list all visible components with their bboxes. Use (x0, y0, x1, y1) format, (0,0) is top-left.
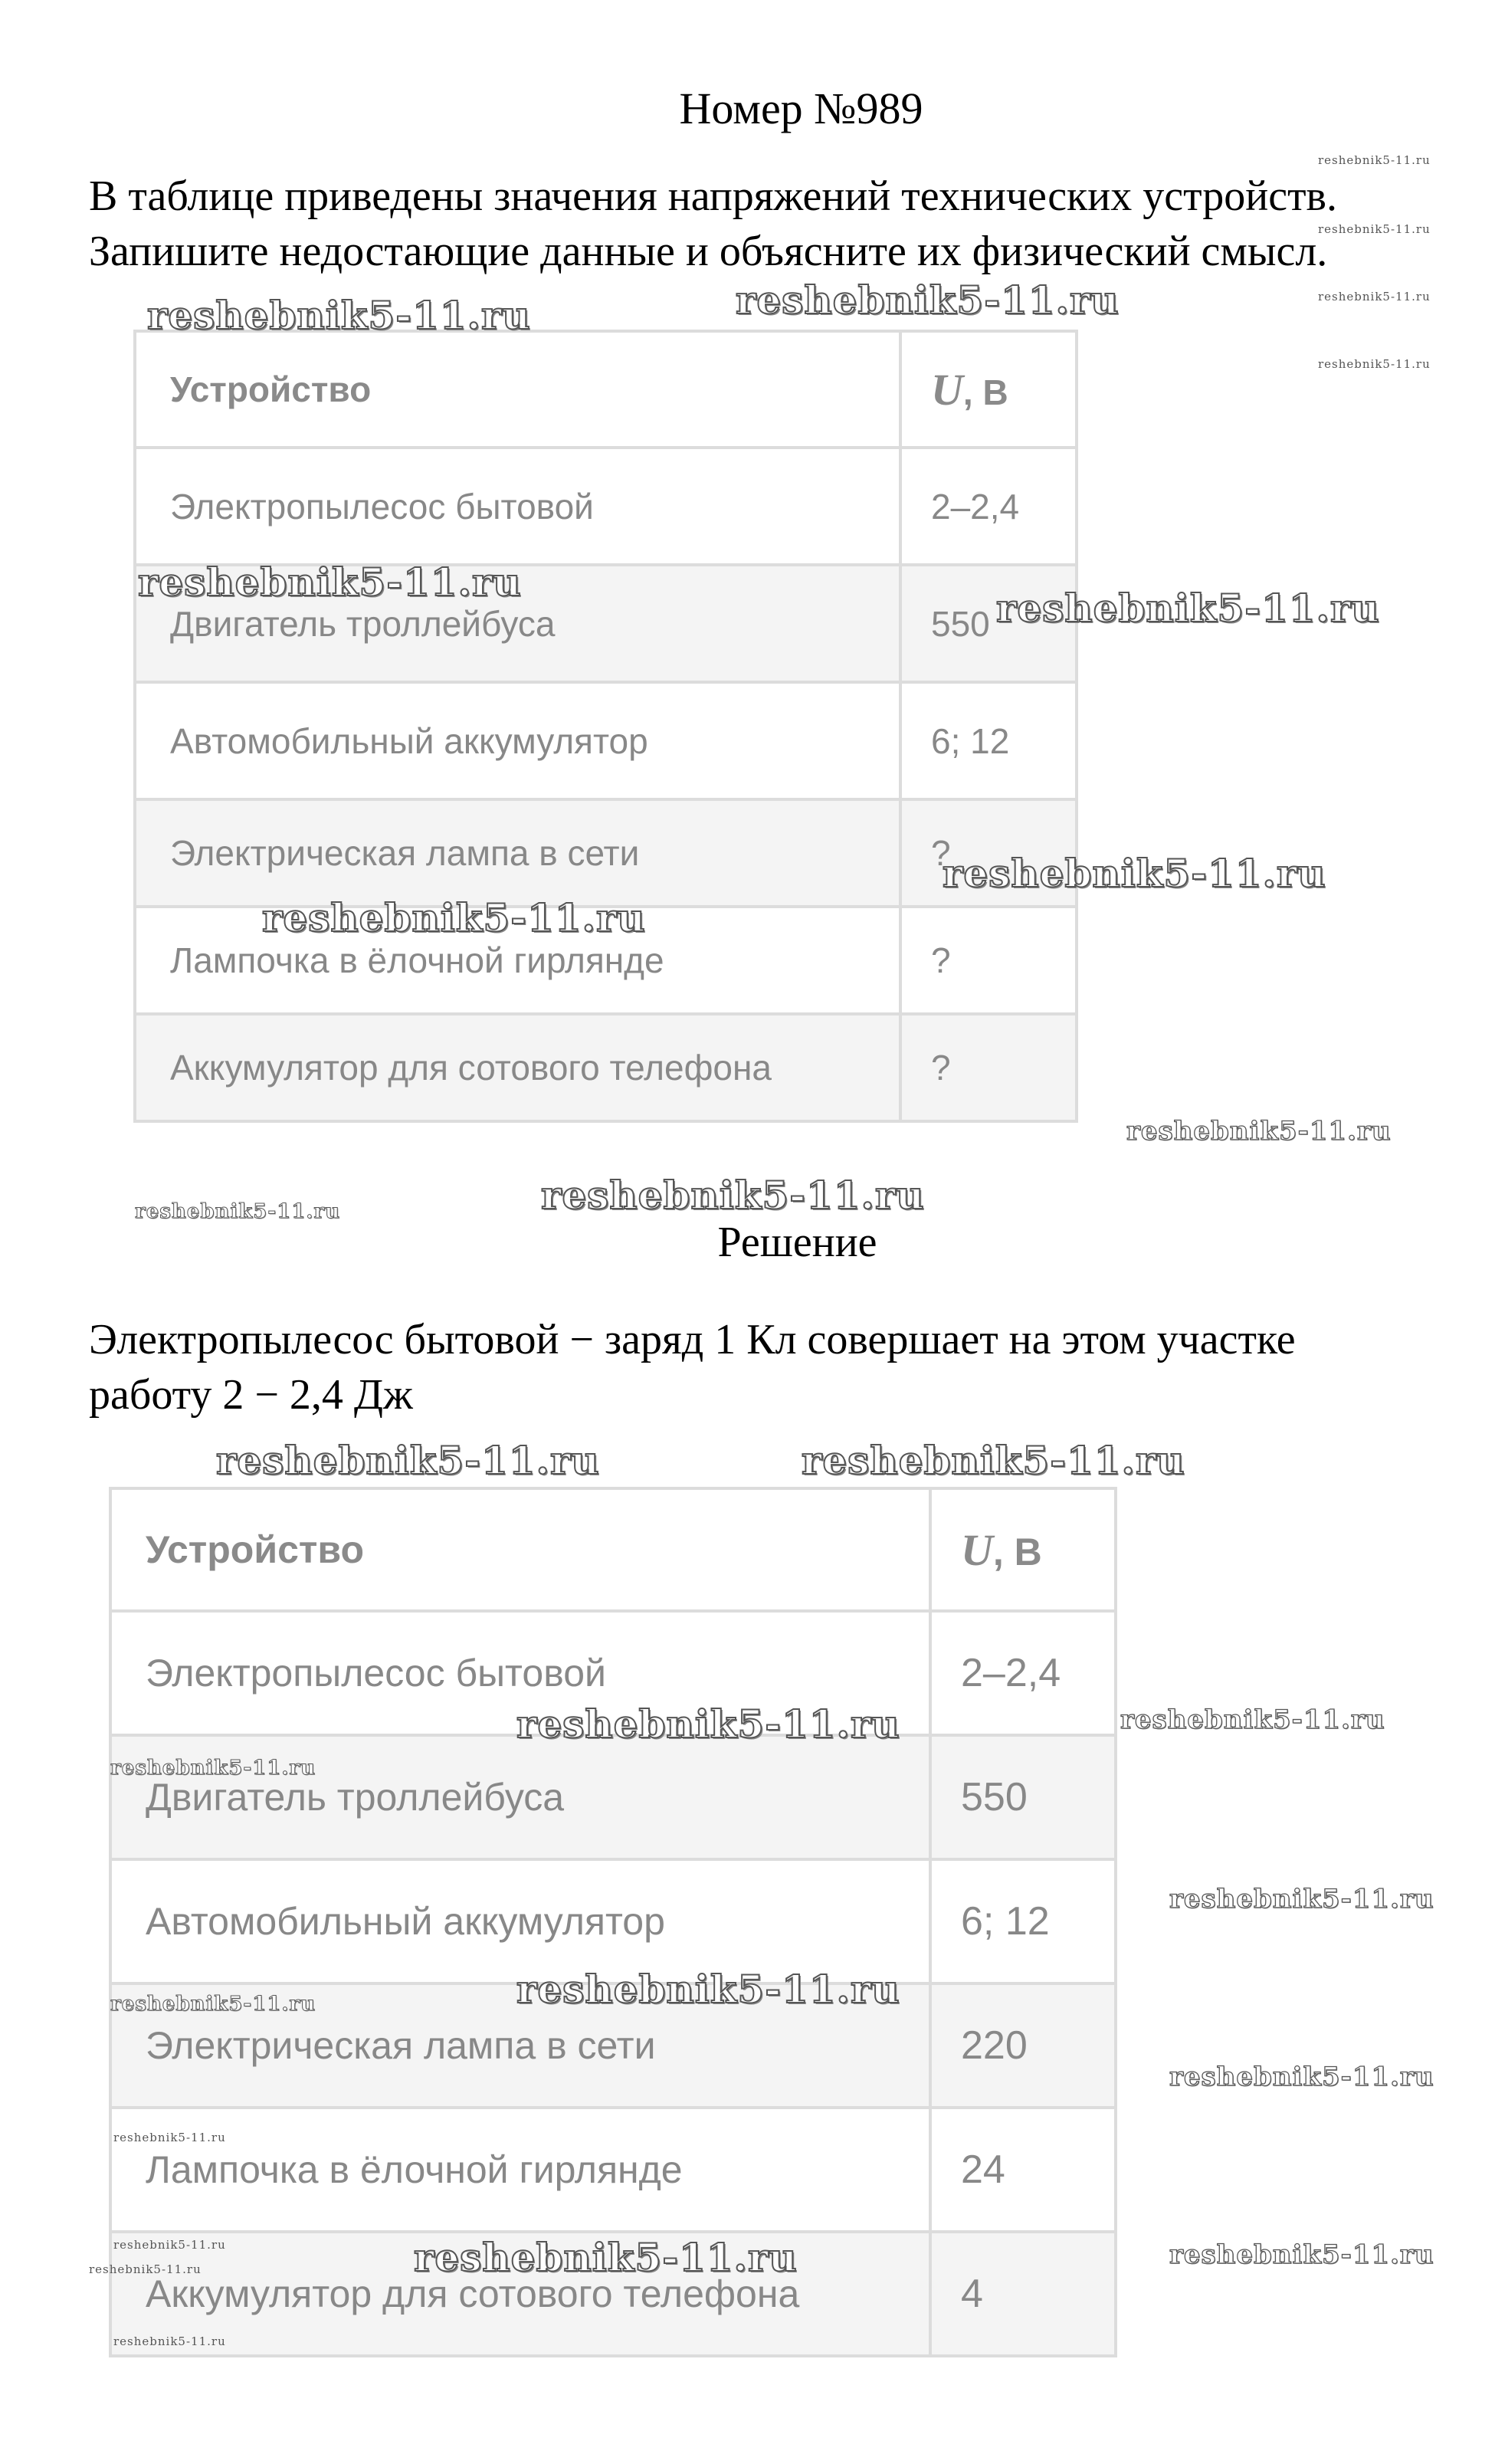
watermark: reshebnik5-11.ru (996, 586, 1380, 631)
voltage-column-header (930, 1488, 1116, 1611)
voltage-cell: 6; 12 (900, 682, 1077, 799)
watermark: reshebnik5-11.ru (1120, 1704, 1385, 1735)
voltage-symbol: U (961, 1524, 993, 1575)
watermark: reshebnik5-11.ru (138, 559, 522, 605)
table-row (135, 799, 1077, 907)
device-cell: Лампочка в ёлочной гирлянде (110, 2108, 930, 2232)
watermark: reshebnik5-11.ru (1318, 153, 1431, 167)
watermark: reshebnik5-11.ru (110, 1993, 316, 2016)
voltage-cell: ? (900, 907, 1077, 1014)
watermark: reshebnik5-11.ru (943, 851, 1326, 896)
voltage-cell: 550 (930, 1735, 1116, 1859)
voltage-unit: , В (962, 372, 1008, 412)
watermark: reshebnik5-11.ru (516, 1701, 900, 1747)
task-text-line-2: Запишите недостающие данные и объясните их физический смысл. (89, 228, 1328, 275)
device-cell: Аккумулятор для сотового телефона (110, 2232, 930, 2356)
voltage-symbol: U (931, 364, 963, 415)
device-column-header: Устройство (110, 1488, 930, 1611)
table-row (110, 2232, 1116, 2356)
voltage-cell: 220 (930, 1983, 1116, 2108)
solution-text-line-2: работу 2 − 2,4 Дж (89, 1371, 413, 1419)
watermark: reshebnik5-11.ru (113, 2334, 226, 2348)
table-row (110, 2108, 1116, 2232)
voltage-cell: 2–2,4 (930, 1611, 1116, 1735)
table-row (135, 1014, 1077, 1121)
device-cell: Двигатель троллейбуса (135, 565, 900, 682)
device-cell: Лампочка в ёлочной гирлянде (135, 907, 900, 1014)
table-row (110, 1983, 1116, 2108)
device-cell: Электропылесос бытовой (110, 1611, 930, 1735)
watermark: reshebnik5-11.ru (89, 2262, 202, 2276)
voltage-cell: 550 (900, 565, 1077, 682)
watermark: reshebnik5-11.ru (1318, 222, 1431, 236)
watermark: reshebnik5-11.ru (113, 2131, 226, 2144)
watermark: reshebnik5-11.ru (135, 1200, 341, 1223)
voltage-cell: ? (900, 1014, 1077, 1121)
watermark: reshebnik5-11.ru (516, 1967, 900, 2012)
voltage-cell: 4 (930, 2232, 1116, 2356)
voltage-cell: ? (900, 799, 1077, 907)
device-cell: Электрическая лампа в сети (110, 1983, 930, 2108)
device-cell: Автомобильный аккумулятор (110, 1859, 930, 1983)
table-row (135, 448, 1077, 565)
voltage-column-header (900, 331, 1077, 448)
device-cell: Электропылесос бытовой (135, 448, 900, 565)
voltage-cell: 6; 12 (930, 1859, 1116, 1983)
watermark: reshebnik5-11.ru (147, 293, 531, 338)
watermark: reshebnik5-11.ru (1169, 2239, 1434, 2270)
page-title: Номер №989 (679, 84, 923, 133)
watermark: reshebnik5-11.ru (262, 895, 646, 940)
watermark: reshebnik5-11.ru (110, 1757, 316, 1780)
device-column-header: Устройство (135, 331, 900, 448)
watermark: reshebnik5-11.ru (414, 2235, 798, 2280)
device-cell: Двигатель троллейбуса (110, 1735, 930, 1859)
table-row (110, 1611, 1116, 1735)
table-header-row (110, 1488, 1116, 1611)
watermark: reshebnik5-11.ru (216, 1438, 600, 1483)
watermark: reshebnik5-11.ru (802, 1438, 1185, 1483)
table-row (110, 1735, 1116, 1859)
table-row (110, 1859, 1116, 1983)
watermark: reshebnik5-11.ru (1126, 1116, 1392, 1147)
voltage-cell: 2–2,4 (900, 448, 1077, 565)
watermark: reshebnik5-11.ru (113, 2238, 226, 2252)
solution-text-line-1: Электропылесос бытовой − заряд 1 Кл совершает на этом участке (89, 1316, 1296, 1363)
table-row (135, 565, 1077, 682)
device-cell: Автомобильный аккумулятор (135, 682, 900, 799)
question-table (133, 330, 1078, 1123)
task-text-line-1: В таблице приведены значения напряжений технических устройств. (89, 172, 1337, 220)
watermark: reshebnik5-11.ru (1318, 290, 1431, 303)
table-header-row (135, 331, 1077, 448)
device-cell: Аккумулятор для сотового телефона (135, 1014, 900, 1121)
solution-heading: Решение (717, 1219, 877, 1266)
answer-table (109, 1487, 1117, 2357)
watermark: reshebnik5-11.ru (1169, 2062, 1434, 2092)
table-row (135, 907, 1077, 1014)
device-cell: Электрическая лампа в сети (135, 799, 900, 907)
table-row (135, 682, 1077, 799)
watermark: reshebnik5-11.ru (1169, 1884, 1434, 1914)
watermark: reshebnik5-11.ru (541, 1173, 925, 1218)
voltage-cell: 24 (930, 2108, 1116, 2232)
voltage-unit: , В (992, 1530, 1042, 1573)
watermark: reshebnik5-11.ru (1318, 357, 1431, 371)
watermark: reshebnik5-11.ru (736, 277, 1120, 323)
